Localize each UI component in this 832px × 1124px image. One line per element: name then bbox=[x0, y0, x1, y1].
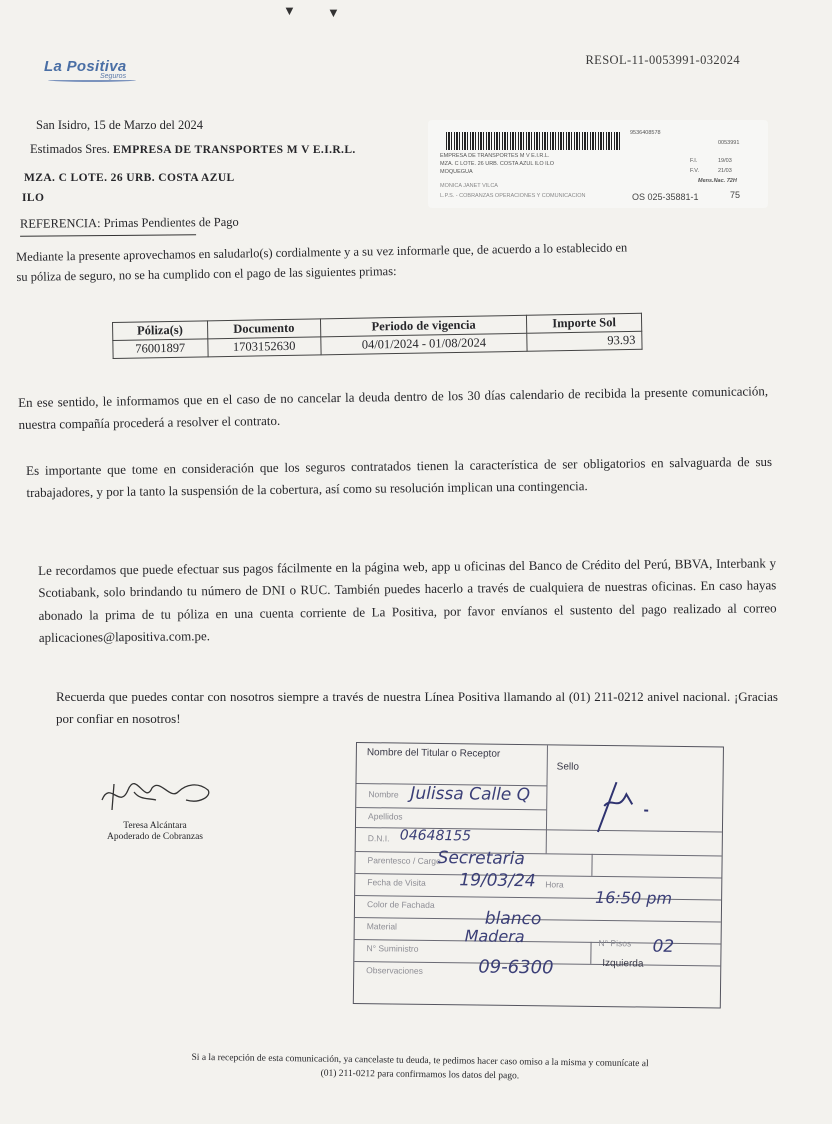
footer-note bbox=[140, 1050, 700, 1086]
logo-sub: Seguros bbox=[100, 73, 127, 80]
address-line-2: ILO bbox=[22, 192, 45, 204]
cell-importe: 93.93 bbox=[527, 331, 642, 351]
label-line-5: L.P.S. - COBRANZAS OPERACIONES Y COMUNICACION bbox=[440, 193, 586, 199]
cell-poliza: 76001897 bbox=[113, 339, 208, 359]
hand-hora: 16:50 pm bbox=[595, 887, 673, 908]
label-line-3: MOQUEGUA bbox=[440, 169, 473, 175]
stamp-label-hora: Hora bbox=[545, 879, 564, 890]
stamp-label-pisos: N° Pisos bbox=[598, 937, 632, 949]
signer-title: Apoderado de Cobranzas bbox=[106, 832, 204, 843]
stamp-label-sello: Sello bbox=[556, 761, 580, 773]
header-periodo: Periodo de vigencia bbox=[320, 315, 526, 337]
stamp-initials-icon bbox=[588, 776, 659, 837]
stamp-label-observaciones: Observaciones bbox=[366, 965, 423, 976]
premiums-table bbox=[112, 313, 643, 382]
signature-icon bbox=[90, 770, 220, 816]
stamp-label-suministro: N° Suministro bbox=[366, 943, 419, 954]
place-date: San Isidro, 15 de Marzo del 2024 bbox=[36, 118, 203, 132]
paragraph-3: Le recordamos que puede efectuar sus pagos fácilmente en la página web, app u oficinas del Banco de Crédito del Perú, BBVA, Interbank y Scotiabank, solo brindando tu número de DNI o RUC. También puedes hacerlo a través de cualquiera de nuestras oficinas. En caso hayas abonado la prima de tu póliza en una cuenta corriente de La Positiva, por favor envíanos el sustento del pago realizado al correo aplicaciones@lapositiva.com.pe. bbox=[38, 555, 777, 646]
stamp-label-nombre: Nombre bbox=[368, 789, 399, 800]
signature-block bbox=[80, 770, 230, 844]
header-importe: Importe Sol bbox=[527, 313, 642, 333]
stamp-label-material: Material bbox=[366, 921, 398, 932]
fi-value: 19/03 bbox=[718, 158, 732, 164]
mens-nac: Mens.Nac. 72H bbox=[698, 178, 737, 184]
hand-pisos: 02 bbox=[652, 936, 675, 957]
stamp-label-fecha: Fecha de Visita bbox=[367, 877, 426, 888]
paragraph-2: Es importante que tome en consideración que los seguros contratados tienen la característica de ser obligatorios en salvaguarda de sus trabajadores, y por la tanto la suspensión de la cobertura, así como su resolución implican una contingencia. bbox=[26, 453, 773, 501]
hand-color: blanco bbox=[484, 908, 542, 930]
salutation-prefix: Estimados Sres. bbox=[30, 142, 110, 156]
paragraph-1: En ese sentido, le informamos que en el caso de no cancelar la deuda dentro de los 30 días calendario de recibida la presente comunicación, nuestra compañía procederá a resolver el contrato. bbox=[18, 383, 769, 433]
reference-code: RESOL-11-0053991-032024 bbox=[585, 53, 740, 67]
intro-line-1: Mediante la presente aprovechamos en saludarlo(s) cordialmente y a su vez informarle que, de acuerdo a lo establecido en bbox=[16, 240, 628, 264]
label-line-2: MZA. C LOTE. 26 URB. COSTA AZUL ILO ILO bbox=[440, 161, 555, 167]
hand-cargo: Secretaria bbox=[437, 848, 525, 870]
company-logo bbox=[44, 58, 154, 82]
label-line-4: MONICA JANET VILCA bbox=[440, 183, 498, 189]
barcode-number: 9536408578 bbox=[630, 130, 661, 136]
stamp-label-apellidos: Apellidos bbox=[368, 811, 403, 822]
stamp-izquierda: Izquierda bbox=[602, 958, 644, 970]
footer-line-2: (01) 211-0212 para confirmamos los datos del pago. bbox=[320, 1068, 520, 1082]
salutation bbox=[30, 142, 356, 158]
top-mark-right: ▼ bbox=[327, 5, 340, 20]
cell-periodo: 04/01/2024 - 01/08/2024 bbox=[321, 333, 527, 355]
delivery-stamp bbox=[353, 742, 724, 1008]
logo-name: La Positiva bbox=[44, 58, 127, 75]
stamp-label-parentesco: Parentesco / Cargo bbox=[367, 855, 441, 867]
label-right-code: 0053991 bbox=[718, 140, 740, 146]
label-line-1: EMPRESA DE TRANSPORTES M V E.I.R.L. bbox=[440, 153, 550, 159]
hand-suministro: 09-6300 bbox=[478, 956, 554, 979]
os-code: OS 025-35881-1 bbox=[632, 192, 699, 202]
fi-label: F.I. bbox=[690, 158, 698, 164]
stamp-label-dni: D.N.I. bbox=[367, 833, 390, 844]
hand-dni: 04648155 bbox=[399, 827, 472, 845]
hand-fecha: 19/03/24 bbox=[459, 870, 536, 892]
header-documento: Documento bbox=[207, 319, 321, 339]
paragraph-4: Recuerda que puedes contar con nosotros siempre a través de nuestra Línea Positiva llamando al (01) 211-0212 anivel nacional. ¡Gracias por confiar en nosotros! bbox=[56, 689, 778, 727]
hand-material: Madera bbox=[464, 926, 525, 947]
cell-documento: 1703152630 bbox=[207, 337, 321, 357]
intro-line-2: su póliza de seguro, no se ha cumplido con el pago de las siguientes primas: bbox=[16, 264, 397, 284]
fv-value: 21/03 bbox=[718, 168, 732, 174]
barcode-icon bbox=[446, 132, 622, 150]
company-name: EMPRESA DE TRANSPORTES M V E.I.R.L. bbox=[112, 144, 356, 156]
mail-label bbox=[428, 120, 768, 208]
intro-paragraph bbox=[16, 238, 786, 285]
footer-line-1: Si a la recepción de esta comunicación, ya cancelaste tu deuda, te pedimos hacer caso omiso a la misma y comunícate al bbox=[191, 1052, 649, 1070]
reference-line: REFERENCIA: Primas Pendientes de Pago bbox=[20, 215, 196, 237]
stamp-label-titular: Nombre del Titular o Receptor bbox=[366, 747, 501, 760]
header-poliza: Póliza(s) bbox=[113, 321, 208, 341]
signer-name: Teresa Alcántara bbox=[123, 821, 187, 831]
stamp-label-color: Color de Fachada bbox=[366, 899, 435, 910]
hand-nombre: Julissa Calle Q bbox=[410, 783, 531, 806]
os-suffix: 75 bbox=[730, 190, 741, 200]
address-line-1: MZA. C LOTE. 26 URB. COSTA AZUL bbox=[24, 172, 235, 184]
top-mark-left: ▼ bbox=[283, 3, 296, 18]
fv-label: F.V. bbox=[690, 168, 699, 174]
